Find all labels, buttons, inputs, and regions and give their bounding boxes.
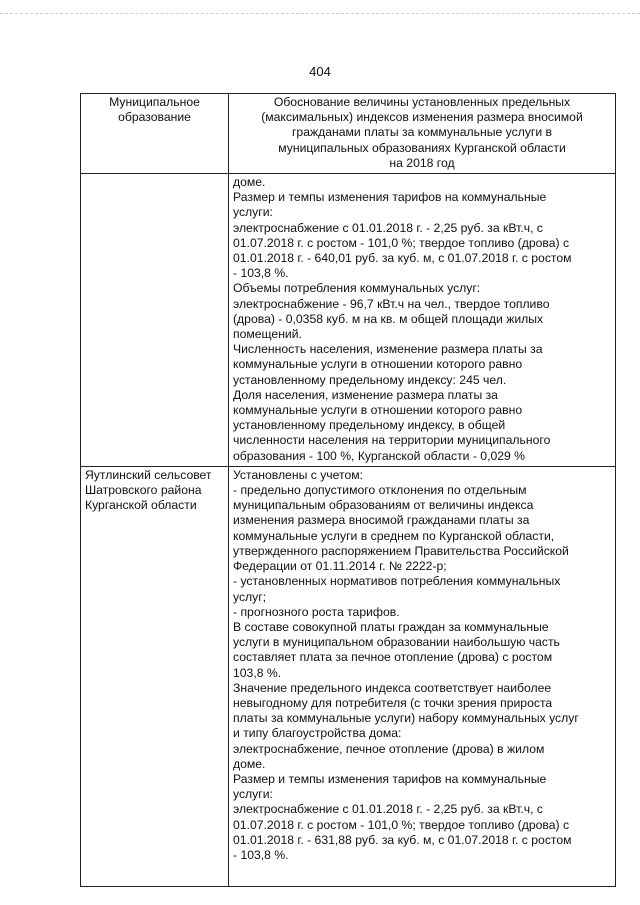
header-municipality bbox=[81, 94, 229, 174]
municipality-cell bbox=[81, 466, 229, 886]
justification-line: - 103,8 %. bbox=[233, 266, 289, 281]
justification-line: численности населения на территории муниципального bbox=[233, 433, 551, 448]
table-row bbox=[81, 174, 616, 467]
justification-line: муниципальным образованиям от величины индекса bbox=[233, 498, 534, 513]
header-line: образование bbox=[118, 110, 191, 125]
justification-line: 01.07.2018 г. с ростом - 101,0 %; твердое топливо (дрова) с bbox=[233, 817, 570, 832]
justification-line: В составе совокупной платы граждан за коммунальные bbox=[233, 619, 549, 634]
municipality-line: Курганской области bbox=[85, 498, 197, 513]
justification-line: 103,8 %. bbox=[233, 665, 282, 680]
justification-line: установленному предельному индексу: 245 чел. bbox=[233, 372, 507, 387]
justification-line: 01.01.2018 г. - 631,88 руб. за куб. м, с 01.07.2018 г. с ростом bbox=[233, 832, 572, 847]
header-line: Обоснование величины установленных предельных bbox=[273, 95, 571, 109]
justification-line: 01.07.2018 г. с ростом - 101,0 %; твердое топливо (дрова) с bbox=[233, 235, 570, 250]
justification-line: Размер и темпы изменения тарифов на коммунальные bbox=[233, 771, 547, 786]
header-line: на 2018 год bbox=[389, 155, 455, 170]
justification-line: услуги в муниципальном образовании наибольшую часть bbox=[233, 635, 560, 650]
header-justification bbox=[229, 94, 616, 174]
justification-line: коммунальные услуги в отношении которого равно bbox=[233, 357, 523, 372]
justification-line: электроснабжение с 01.01.2018 г. - 2,25 руб. за кВт.ч, с bbox=[233, 220, 543, 235]
justification-cell bbox=[229, 174, 616, 467]
table-row bbox=[81, 466, 616, 886]
justification-cell bbox=[229, 466, 616, 886]
justification-line: - 103,8 %. bbox=[233, 847, 289, 862]
municipality-cell bbox=[81, 174, 229, 467]
justification-line: электроснабжение - 96,7 кВт.ч на чел., твердое топливо bbox=[233, 296, 550, 311]
justification-line: Численность населения, изменение размера платы за bbox=[233, 342, 543, 357]
justification-line: невыгодному для потребителя (с точки зрения прироста bbox=[233, 695, 553, 710]
header-line: Муниципальное bbox=[109, 95, 200, 109]
justification-line: образования - 100 %, Курганской области - 0,029 % bbox=[233, 448, 526, 463]
municipality-line: Шатровского района bbox=[85, 483, 202, 498]
municipality-line: Яутлинский сельсовет bbox=[85, 467, 212, 482]
scan-artifact-line bbox=[0, 13, 640, 14]
header-line: гражданами платы за коммунальные услуги в bbox=[291, 125, 553, 140]
table-header-row bbox=[81, 94, 616, 174]
justification-line: услуг; bbox=[233, 589, 267, 604]
justification-line: Значение предельного индекса соответствует наиболее bbox=[233, 680, 552, 695]
justification-line: (дрова) - 0,0358 куб. м на кв. м общей площади жилых bbox=[233, 311, 544, 326]
header-line: муниципальных образованиях Курганской области bbox=[278, 140, 566, 155]
justification-line: - предельно допустимого отклонения по отдельным bbox=[233, 483, 527, 498]
justification-line: услуги: bbox=[233, 787, 273, 802]
justification-line: составляет плата за печное отопление (дрова) с ростом bbox=[233, 650, 553, 665]
justification-line: - установленных нормативов потребления коммунальных bbox=[233, 574, 561, 589]
justification-line: платы за коммунальные услуги) набору коммунальных услуг bbox=[233, 711, 579, 726]
justification-line: Федерации от 01.11.2014 г. № 2222-р; bbox=[233, 559, 447, 574]
tariff-index-table bbox=[80, 93, 616, 887]
justification-line: Установлены с учетом: bbox=[233, 467, 363, 482]
justification-line: 01.01.2018 г. - 640,01 руб. за куб. м, с 01.07.2018 г. с ростом bbox=[233, 251, 572, 266]
justification-line: - прогнозного роста тарифов. bbox=[233, 604, 400, 619]
justification-line: доме. bbox=[233, 756, 266, 771]
justification-line: коммунальные услуги в среднем по Курганской области, bbox=[233, 528, 555, 543]
justification-line: Размер и темпы изменения тарифов на коммунальные bbox=[233, 190, 547, 205]
justification-line: изменения размера вносимой гражданами платы за bbox=[233, 513, 530, 528]
justification-line: электроснабжение с 01.01.2018 г. - 2,25 руб. за кВт.ч, с bbox=[233, 802, 543, 817]
justification-line: доме. bbox=[233, 175, 266, 190]
header-line: (максимальных) индексов изменения размера вносимой bbox=[261, 110, 583, 125]
justification-line: утвержденного распоряжением Правительства Российской bbox=[233, 543, 569, 558]
justification-line: электроснабжение, печное отопление (дрова) в жилом bbox=[233, 741, 545, 756]
page-number: 404 bbox=[309, 64, 331, 79]
justification-line: и типу благоустройства дома: bbox=[233, 726, 402, 741]
justification-line: установленному предельному индексу, в общей bbox=[233, 418, 506, 433]
justification-line: помещений. bbox=[233, 327, 302, 342]
justification-line: коммунальные услуги в отношении которого равно bbox=[233, 403, 523, 418]
justification-line: Объемы потребления коммунальных услуг: bbox=[233, 281, 481, 296]
justification-line: Доля населения, изменение размера платы за bbox=[233, 387, 498, 402]
justification-line: услуги: bbox=[233, 205, 273, 220]
